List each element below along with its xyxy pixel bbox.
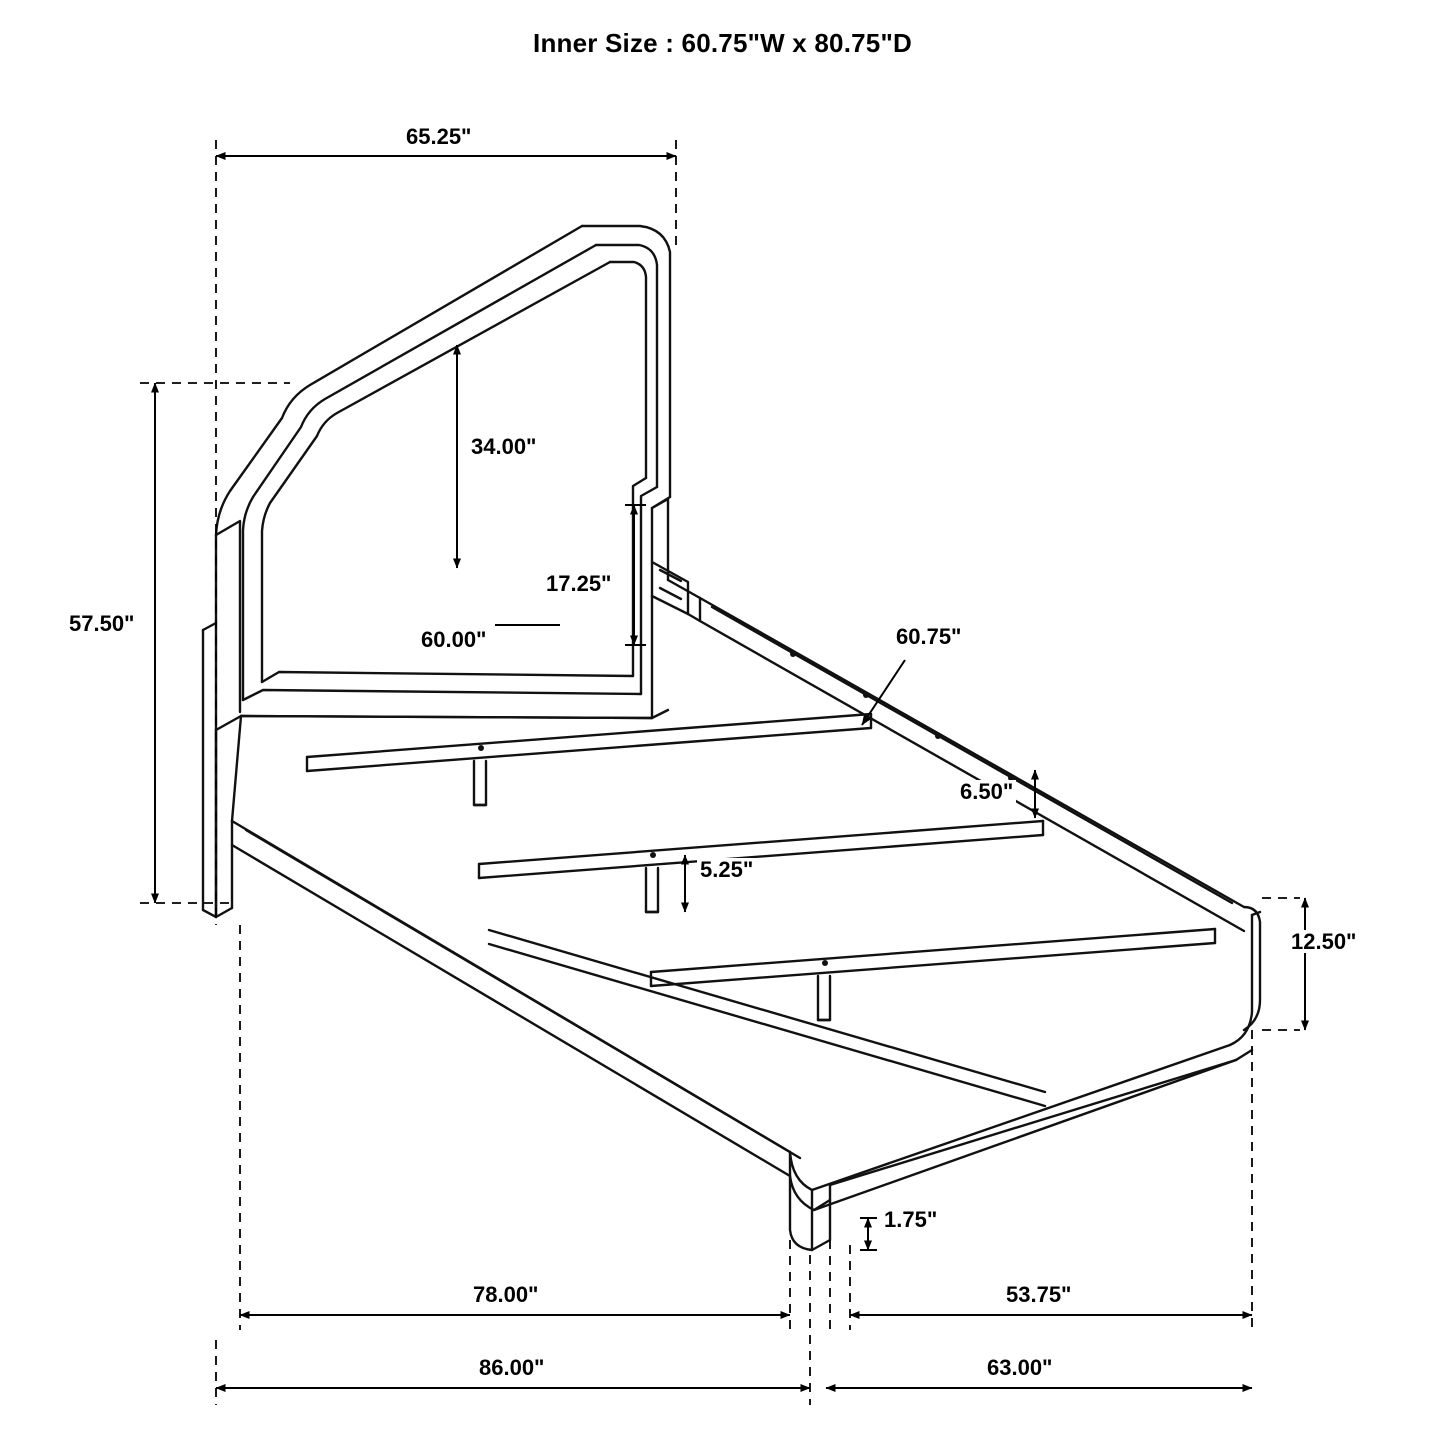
- dim-label-overall-headboard-width: 65.25": [403, 125, 474, 148]
- dim-label-overall-depth: 63.00": [984, 1356, 1055, 1379]
- dim-label-overall-length: 86.00": [476, 1356, 547, 1379]
- dim-label-foot-clearance: 1.75": [881, 1208, 940, 1231]
- dim-label-headboard-inner-width: 60.00": [418, 628, 489, 651]
- dim-label-side-depth: 53.75": [1003, 1283, 1074, 1306]
- page-title: Inner Size : 60.75"W x 80.75"D: [533, 28, 912, 58]
- dim-label-footboard-height: 12.50": [1288, 930, 1359, 953]
- dim-label-inner-length: 78.00": [470, 1283, 541, 1306]
- dim-label-headboard-panel-height: 34.00": [468, 435, 539, 458]
- dim-label-rail-height: 6.50": [957, 780, 1016, 803]
- dim-label-inner-rail-width: 60.75": [893, 625, 964, 648]
- dim-label-overall-height: 57.50": [66, 612, 137, 635]
- dim-label-slat-support-height: 5.25": [697, 858, 756, 881]
- dim-label-headboard-to-rail: 17.25": [543, 572, 614, 595]
